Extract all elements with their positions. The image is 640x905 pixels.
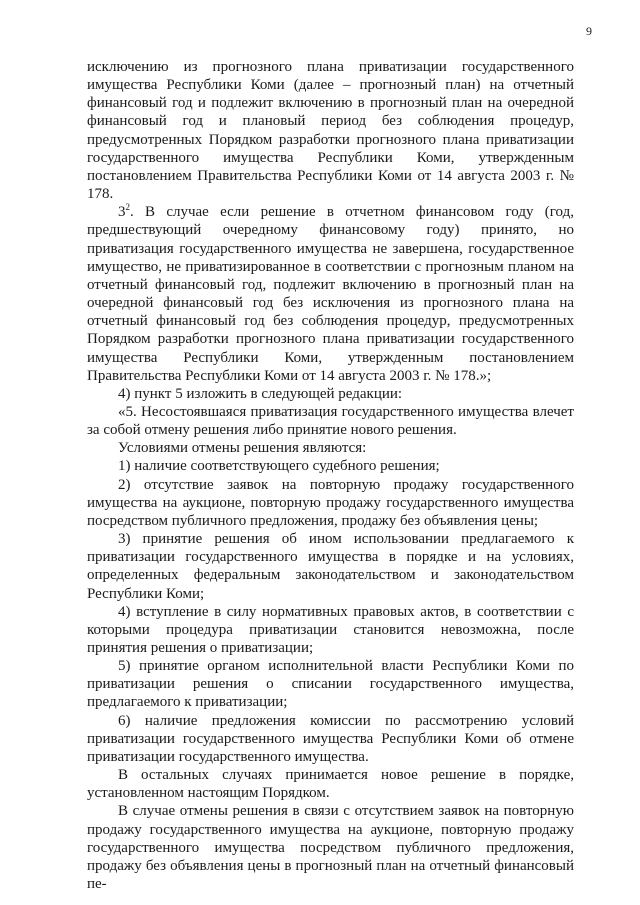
paragraph-superscript: 2 [125,202,130,213]
paragraph-number: 3 [118,204,126,221]
list-item-condition-4: 4) вступление в силу нормативных правовых актов, в соответствии с которыми процедура приватизации становится невозможна, после принятия решения о приватизации; [87,603,574,656]
list-item-condition-3: 3) принятие решения об ином использовании предлагаемого к приватизации государственного имущества в порядке и на условиях, определенных федеральным законодательством и законодательством Республики Коми; [87,531,574,602]
document-body [87,58,574,893]
paragraph-text: . В случае если решение в отчетном финансовом году (год, предшествующий очередному финансовому году) принято, но приватизация государственного имущества не завершена, государственное имущество, не приватизированное в соответствии с прогнозным планом на отчетный финансовый год, подлежит включению в прогнозный план на очередной финансовый год без исключения из прогнозного плана на отчетный финансовый год без соблюдения процедур, предусмотренных Порядком разработки прогнозного плана приватизации государственного имущества Республики Коми, утвержденным постановлением Правительства Республики Коми от 14 августа 2003 г. № 178.»; [87,204,574,384]
paragraph-amendment-4: 4) пункт 5 изложить в следующей редакции: [118,385,403,402]
paragraph-3-2 [87,203,574,385]
paragraph-continuation: исключению из прогнозного плана приватизации государственного имущества Республики Коми (далее – прогнозный план) на отчетный финансовый год и подлежит включению в прогнозный план на очередной финансовый год и плановый период без соблюдения процедур, предусмотренных Порядком разработки прогнозного плана приватизации государственного имущества Республики Коми, утвержденным постановлением Правительства Республики Коми от 14 августа 2003 г. № 178. [87,59,574,203]
paragraph-point-5: «5. Несостоявшаяся приватизация государственного имущества влечет за собой отмену решения либо принятие нового решения. [87,403,574,439]
paragraph-other-cases: В остальных случаях принимается новое решение в порядке, установленном настоящим Порядком. [87,767,574,802]
page-number: 9 [586,24,592,38]
list-item-condition-6: 6) наличие предложения комиссии по рассмотрению условий приватизации государственного имущества Республики Коми об отмене приватизации государственного имущества. [87,712,574,765]
list-item-condition-5: 5) принятие органом исполнительной власти Республики Коми по приватизации решения о списании государственного имущества, предлагаемого к приватизации; [87,658,574,711]
paragraph-cancellation: В случае отмены решения в связи с отсутствием заявок на повторную продажу государственного имущества на аукционе, повторную продажу государственного имущества посредством публичного предложения, продажу без объявления цены в прогнозный план на отчетный финансовый пе- [87,803,574,893]
list-item-condition-2: 2) отсутствие заявок на повторную продажу государственного имущества на аукционе, повторную продажу государственного имущества посредством публичного предложения, продажу без объявления цены; [87,476,574,529]
paragraph-conditions-heading: Условиями отмены решения являются: [118,440,367,457]
list-item-condition-1: 1) наличие соответствующего судебного решения; [118,458,440,475]
